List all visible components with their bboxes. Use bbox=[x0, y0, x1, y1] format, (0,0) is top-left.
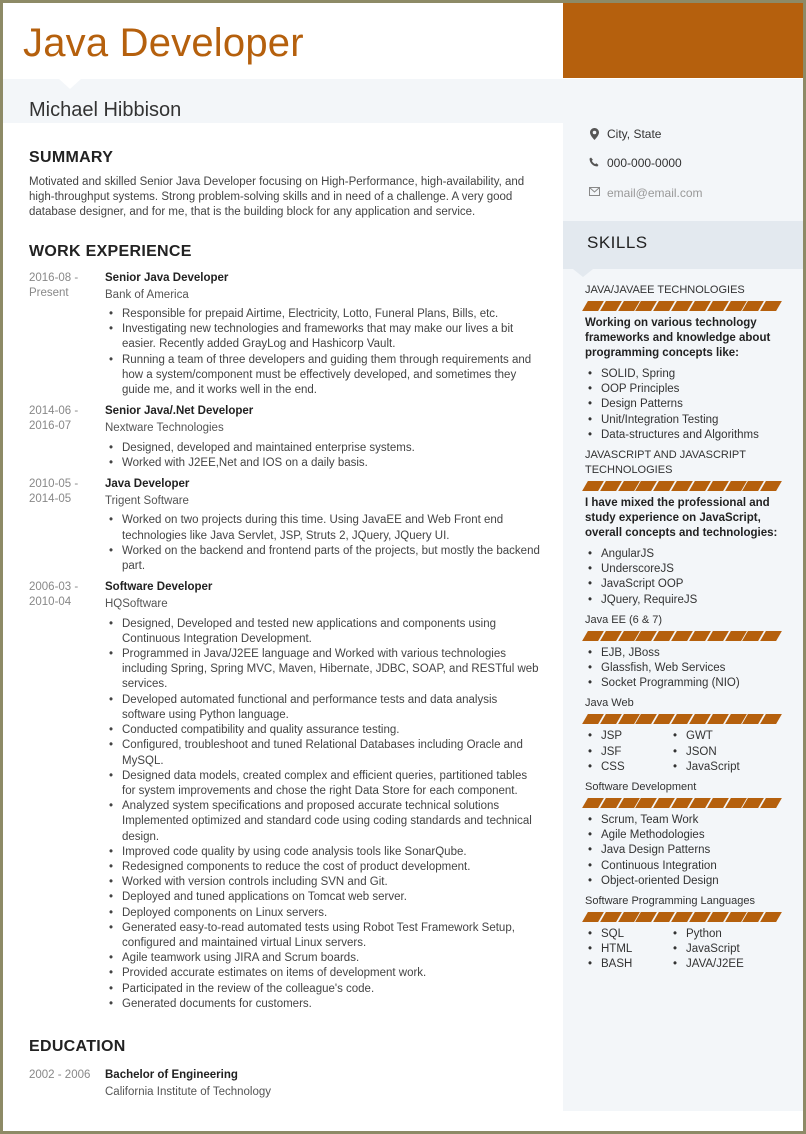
skill-group-name: Software Programming Languages bbox=[585, 895, 755, 908]
job-company: Bank of America bbox=[105, 288, 189, 301]
job-bullet: • Developed automated functional and performance tests and data analysis software using Python language. bbox=[105, 693, 543, 723]
skill-item: • SQL bbox=[585, 927, 670, 942]
education-dates: 2002 - 2006 bbox=[29, 1068, 91, 1081]
job-end-date: 2014-05 bbox=[29, 493, 72, 506]
work-experience-title: WORK EXPERIENCE bbox=[29, 242, 192, 260]
job-bullet: • Agile teamwork using JIRA and Scrum boards. bbox=[105, 951, 543, 966]
job-content bbox=[105, 580, 543, 1012]
job-bullet: • Worked on two projects during this time. Using JavaEE and Web Front end technologies like Java Servlet, JSP, Struts 2, JQuery, JQuery UI. bbox=[105, 513, 543, 543]
location-text: City, State bbox=[607, 127, 662, 141]
skill-item: • Design Patterns bbox=[585, 397, 795, 412]
skill-group-name: JAVASCRIPT AND JAVASCRIPT TECHNOLOGIES bbox=[585, 449, 746, 477]
skill-item: • Data-structures and Algorithms bbox=[585, 428, 795, 443]
skill-items bbox=[585, 729, 795, 775]
education-section bbox=[29, 1038, 543, 1100]
job-bullets bbox=[105, 513, 543, 574]
skill-item: • JSF bbox=[585, 745, 670, 760]
job-bullet: • Participated in the review of the colleague's code. bbox=[105, 982, 543, 997]
skill-item: • JavaScript OOP bbox=[585, 577, 795, 592]
job-bullet: • Generated documents for customers. bbox=[105, 997, 543, 1012]
job-bullet: • Configured, troubleshoot and tuned Relational Databases including Oracle and MySQL. bbox=[105, 738, 543, 768]
header-accent-block bbox=[563, 3, 803, 78]
skill-group-name: Java EE (6 & 7) bbox=[585, 613, 663, 626]
job-start-date: 2010-05 - bbox=[29, 478, 79, 491]
job-title-text: Senior Java Developer bbox=[105, 271, 229, 284]
skill-level-bar bbox=[585, 481, 779, 491]
location-pin-icon bbox=[589, 128, 599, 140]
job-bullet: • Worked with version controls including SVN and Git. bbox=[105, 875, 543, 890]
skill-group bbox=[585, 894, 795, 973]
person-name: Michael Hibbison bbox=[29, 99, 182, 121]
summary-section bbox=[29, 149, 543, 221]
skill-item: • Glassfish, Web Services bbox=[585, 661, 795, 676]
skill-items bbox=[585, 367, 795, 443]
skill-item: • Unit/Integration Testing bbox=[585, 413, 795, 428]
job-company: HQSoftware bbox=[105, 598, 168, 611]
envelope-icon bbox=[589, 187, 599, 199]
job-end-date: Present bbox=[29, 286, 69, 299]
skill-level-bar bbox=[585, 912, 779, 922]
job-entry bbox=[29, 404, 543, 471]
skill-level-bar bbox=[585, 301, 779, 311]
skill-item: • Java Design Patterns bbox=[585, 843, 795, 858]
job-start-date: 2016-08 - bbox=[29, 271, 79, 284]
skill-items bbox=[585, 927, 795, 973]
skill-item: • JavaScript bbox=[670, 942, 770, 957]
contact-phone bbox=[589, 156, 682, 170]
skill-items bbox=[585, 547, 795, 608]
job-company: Nextware Technologies bbox=[105, 422, 224, 435]
skill-item: • Continuous Integration bbox=[585, 859, 795, 874]
skill-group bbox=[585, 283, 795, 443]
summary-title: SUMMARY bbox=[29, 149, 114, 166]
contact-location bbox=[589, 127, 661, 141]
job-content bbox=[105, 404, 543, 471]
skills-list bbox=[585, 283, 795, 978]
sidebar bbox=[563, 123, 803, 1111]
skill-group bbox=[585, 613, 795, 692]
skill-item: • OOP Principles bbox=[585, 382, 795, 397]
skill-item: • JSON bbox=[670, 745, 770, 760]
main-column bbox=[29, 149, 543, 1100]
skill-item: • CSS bbox=[585, 760, 670, 775]
job-dates bbox=[29, 477, 105, 574]
job-bullet: • Improved code quality by using code analysis tools like SonarQube. bbox=[105, 845, 543, 860]
resume-page bbox=[3, 3, 803, 1131]
skill-item: • Agile Methodologies bbox=[585, 828, 795, 843]
email-text[interactable]: email@email.com bbox=[607, 186, 703, 200]
job-bullets bbox=[105, 441, 543, 471]
education-content bbox=[105, 1068, 543, 1100]
education-title: EDUCATION bbox=[29, 1037, 126, 1055]
job-company: Trigent Software bbox=[105, 495, 189, 508]
skill-item: • Object-oriented Design bbox=[585, 874, 795, 889]
skill-group bbox=[585, 448, 795, 608]
skill-level-bar bbox=[585, 798, 779, 808]
skill-item: • GWT bbox=[670, 729, 770, 744]
skills-title: SKILLS bbox=[587, 233, 648, 252]
skill-item: • Socket Programming (NIO) bbox=[585, 676, 795, 691]
job-title-text: Java Developer bbox=[105, 478, 190, 491]
job-bullet: • Analyzed system specifications and proposed accurate technical solutions Implemented optimized and standard code using coding standards and technical design. bbox=[105, 799, 543, 845]
job-start-date: 2014-06 - bbox=[29, 405, 79, 418]
job-start-date: 2006-03 - bbox=[29, 581, 79, 594]
skill-item: • Scrum, Team Work bbox=[585, 813, 795, 828]
skill-level-bar bbox=[585, 714, 779, 724]
phone-icon bbox=[589, 157, 599, 169]
job-content bbox=[105, 477, 543, 574]
job-dates bbox=[29, 580, 105, 1012]
education-degree: Bachelor of Engineering bbox=[105, 1068, 238, 1081]
job-title: Java Developer bbox=[23, 21, 304, 65]
job-bullet: • Redesigned components to reduce the cost of product development. bbox=[105, 860, 543, 875]
job-bullet: • Investigating new technologies and frameworks that may make our lives a bit easier. Recently added GrayLog and Hashicorp Vault. bbox=[105, 322, 543, 352]
skill-items bbox=[585, 813, 795, 889]
job-bullet: • Responsible for prepaid Airtime, Electricity, Lotto, Funeral Plans, Bills, etc. bbox=[105, 307, 543, 322]
job-title-text: Software Developer bbox=[105, 581, 213, 594]
skill-level-bar bbox=[585, 631, 779, 641]
skill-group bbox=[585, 780, 795, 889]
job-entry bbox=[29, 477, 543, 574]
job-bullet: • Worked with J2EE,Net and IOS on a daily basis. bbox=[105, 456, 543, 471]
work-experience-section bbox=[29, 243, 543, 1012]
skill-items bbox=[585, 646, 795, 692]
job-bullet: • Designed, Developed and tested new applications and components using Continuous Integration Development. bbox=[105, 617, 543, 647]
job-bullet: • Worked on the backend and frontend parts of the projects, but mostly the backend part. bbox=[105, 544, 543, 574]
job-bullets bbox=[105, 307, 543, 398]
skill-item: • HTML bbox=[585, 942, 670, 957]
skill-group bbox=[585, 696, 795, 775]
job-entry bbox=[29, 271, 543, 399]
skill-group-name: Software Development bbox=[585, 781, 697, 794]
job-entry bbox=[29, 580, 543, 1012]
skill-item: • SOLID, Spring bbox=[585, 367, 795, 382]
job-content bbox=[105, 271, 543, 399]
skill-item: • BASH bbox=[585, 957, 670, 972]
education-school: California Institute of Technology bbox=[105, 1086, 271, 1099]
skill-item: • EJB, JBoss bbox=[585, 646, 795, 661]
job-bullet: • Conducted compatibility and quality assurance testing. bbox=[105, 723, 543, 738]
job-bullet: • Deployed components on Linux servers. bbox=[105, 906, 543, 921]
skill-item: • AngularJS bbox=[585, 547, 795, 562]
phone-text: 000-000-0000 bbox=[607, 156, 682, 170]
skill-item: • JAVA/J2EE bbox=[670, 957, 770, 972]
skill-group-description: I have mixed the professional and study experience on JavaScript, overall concepts and technologies: bbox=[585, 497, 778, 540]
education-entry bbox=[29, 1068, 543, 1100]
job-title-text: Senior Java/.Net Developer bbox=[105, 405, 254, 418]
name-band-notch bbox=[59, 79, 81, 89]
job-dates bbox=[29, 404, 105, 471]
skills-header-notch bbox=[573, 269, 593, 277]
job-dates bbox=[29, 271, 105, 399]
job-bullet: • Provided accurate estimates on items of development work. bbox=[105, 966, 543, 981]
contact-email[interactable] bbox=[589, 186, 703, 200]
job-bullet: • Programmed in Java/J2EE language and Worked with various technologies including Spring, Spring MVC, Maven, Hibernate, JDBC, SOAP, and RESTful web services. bbox=[105, 647, 543, 693]
job-bullet: • Designed data models, created complex and efficient queries, partitioned tables for system improvements and chose the right Data Store for each component. bbox=[105, 769, 543, 799]
job-bullet: • Designed, developed and maintained enterprise systems. bbox=[105, 441, 543, 456]
job-bullet: • Deployed and tuned applications on Tomcat web server. bbox=[105, 890, 543, 905]
job-end-date: 2016-07 bbox=[29, 420, 72, 433]
job-bullet: • Generated easy-to-read automated tests using Robot Test Framework Setup, configured and maintained virtual Linux servers. bbox=[105, 921, 543, 951]
skill-item: • JQuery, RequireJS bbox=[585, 593, 795, 608]
job-end-date: 2010-04 bbox=[29, 596, 72, 609]
job-bullets bbox=[105, 617, 543, 1012]
skill-item: • Python bbox=[670, 927, 770, 942]
skill-item: • JavaScript bbox=[670, 760, 770, 775]
summary-text: Motivated and skilled Senior Java Developer focusing on High-Performance, high-availability, and high-throughput systems. Strong problem-solving skills and in need of a challenge. A very good database designer, and for me, that is the building block for any application and service. bbox=[29, 176, 525, 219]
skill-item: • UnderscoreJS bbox=[585, 562, 795, 577]
skill-group-name: JAVA/JAVAEE TECHNOLOGIES bbox=[585, 284, 745, 296]
job-bullet: • Running a team of three developers and guiding them through requirements and how a system/component must be effectively developed, and sometimes they guide me, and it works well in the end. bbox=[105, 353, 543, 399]
skill-group-description: Working on various technology frameworks and knowledge about programming concepts like: bbox=[585, 317, 771, 359]
skill-item: • JSP bbox=[585, 729, 670, 744]
skill-group-name: Java Web bbox=[585, 697, 634, 710]
